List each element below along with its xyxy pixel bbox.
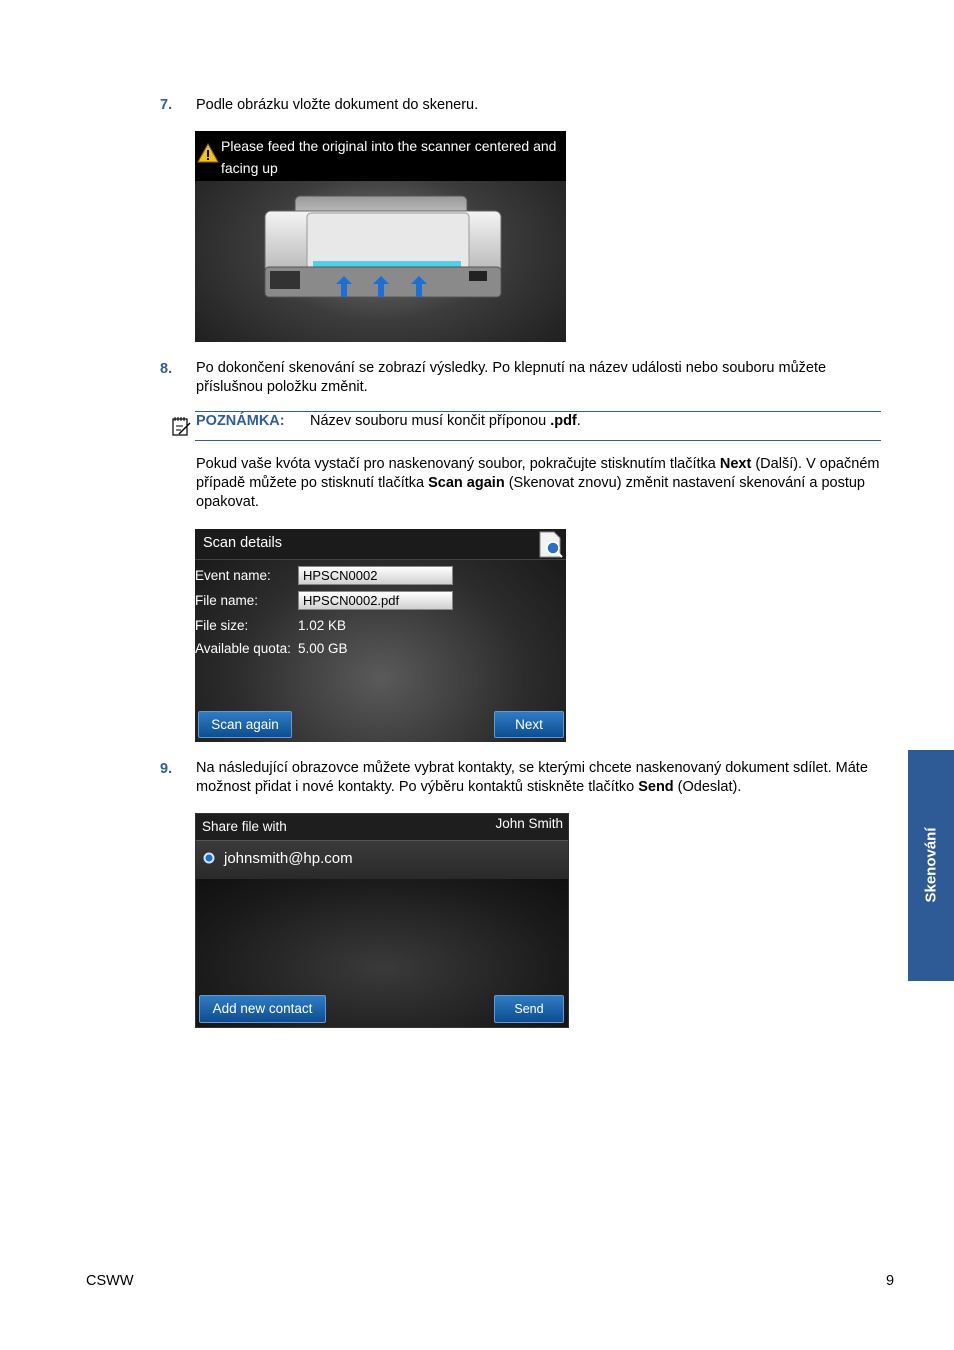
next-button[interactable]: Next [494,711,564,738]
event-name-label: Event name: [195,568,271,583]
page-number: 9 [886,1273,895,1289]
contact-row[interactable] [196,840,568,880]
contact-email: johnsmith@hp.com [224,850,353,867]
step-9-text: Na následující obrazovce můžete vybrat kontakty, se kterými chcete naskenovaný dokument sdílet. Máte možnost přidat i nové kontakty. Po výběru kontaktů stiskněte tlačítko Send (Odeslat). [196,760,868,795]
scanner-illustration [195,181,566,342]
scan-again-button[interactable]: Scan again [198,711,292,738]
note-bottom-rule [195,440,881,441]
step-8-number: 8. [160,361,173,377]
share-file-screen [195,813,569,1028]
note-text: Název souboru musí končit příponou .pdf. [310,413,581,429]
step-8-text: Po dokončení skenování se zobrazí výsledky. Po klepnutí na název události nebo souboru můžete příslušnou položku změnit. [196,360,827,395]
scanner-feed-screen [195,131,566,342]
scan-details-screen [195,529,566,742]
radio-selected-icon[interactable] [203,852,215,864]
file-size-value: 1.02 KB [298,618,347,633]
add-new-contact-button[interactable]: Add new contact [199,995,326,1023]
side-tab-label: Skenování [922,827,940,903]
step-7-text: Podle obrázku vložte dokument do skeneru. [196,97,479,113]
section-side-tab [908,750,954,981]
file-size-label: File size: [195,618,249,633]
feed-message: Please feed the original into the scanner centered and facing up [221,138,557,176]
user-name: John Smith [495,816,563,831]
note-label: POZNÁMKA: [196,413,285,429]
note-icon [171,416,192,437]
file-name-field[interactable]: HPSCN0002.pdf [298,591,453,610]
note-top-rule [195,411,881,412]
available-quota-label: Available quota: [195,641,291,656]
warning-icon [197,143,219,163]
preview-icon[interactable] [538,530,564,558]
footer-left: CSWW [86,1273,134,1289]
share-title: Share file with [202,819,287,834]
event-name-field[interactable]: HPSCN0002 [298,566,453,585]
step-7-number: 7. [160,97,173,113]
send-button[interactable]: Send [494,995,564,1023]
available-quota-value: 5.00 GB [298,641,348,656]
step-9-number: 9. [160,761,173,777]
file-name-label: File name: [195,593,259,608]
quota-paragraph: Pokud vaše kvóta vystačí pro naskenovaný soubor, pokračujte stisknutím tlačítka Next (Další). V opačném případě můžete po stisknutí tlačítka Scan again (Skenovat znovu) změnit nastavení skenování a postup opakovat. [196,456,880,510]
scan-details-title: Scan details [203,535,282,551]
